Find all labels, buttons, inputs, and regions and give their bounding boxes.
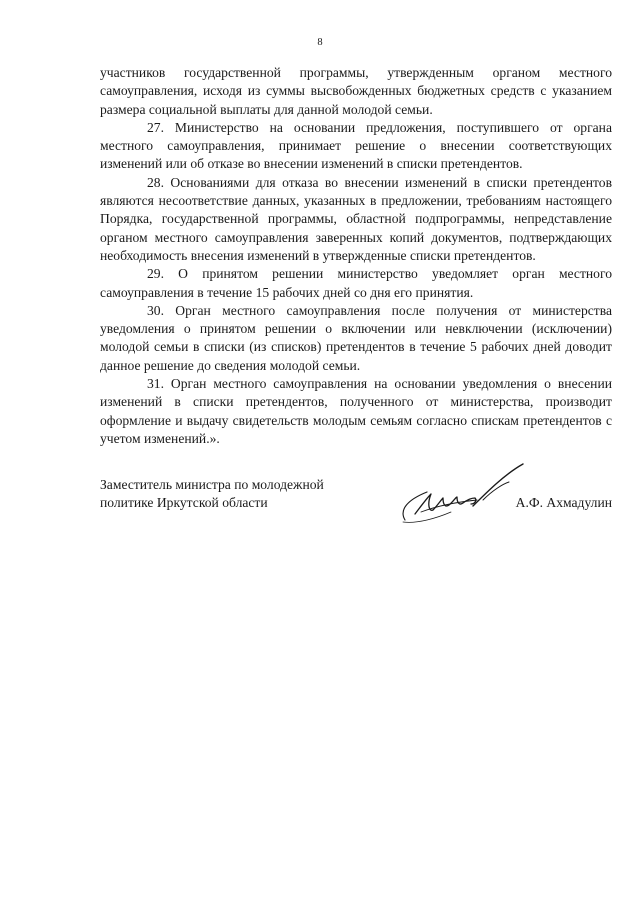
paragraph-30: 30. Орган местного самоуправления после получения от министерства уведомления о принятом решении о включении или невключении (исключении) молодой семьи в списки (из списков) претендентов в течение 5 рабочих дней доводит данное решение до сведения молодой семьи.	[100, 302, 612, 373]
paragraph-27: 27. Министерство на основании предложения, поступившего от органа местного самоуправления, принимает решение о внесении соответствующих изменений или об отказе во внесении изменений в списки претендентов.	[100, 119, 612, 172]
signature-block	[100, 476, 612, 536]
paragraph-31: 31. Орган местного самоуправления на основании уведомления о внесении изменений в списки претендентов, полученного от министерства, производит оформление и выдачу свидетельств молодым семьям согласно спискам претендентов с учетом изменений.».	[100, 376, 612, 446]
page-number: 8	[317, 37, 323, 48]
signer-position-line-1: Заместитель министра по молодежной	[100, 477, 324, 492]
signer-name: А.Ф. Ахмадулин	[515, 495, 612, 511]
paragraph-29: 29. О принятом решении министерство уведомляет орган местного самоуправления в течение 15 рабочих дней со дня его принятия.	[100, 266, 612, 300]
paragraph-continuation: участников государственной программы, утвержденным органом местного самоуправления, исходя из суммы высвобожденных бюджетных средств с указанием размера социальной выплаты для данной молодой семьи.	[100, 65, 612, 117]
signer-position	[100, 476, 390, 513]
signer-position-line-2: политике Иркутской области	[100, 495, 268, 511]
paragraph-28: 28. Основаниями для отказа во внесении изменений в списки претендентов являются несоответствие данных, указанных в предложении, требованиям настоящего Порядка, государственной программы, областной подпрограммы, непредставление органом местного самоуправления заверенных копий документов, подтверждающих необходимость внесения изменений в утвержденные списки претендентов.	[100, 174, 612, 263]
document-body	[100, 64, 612, 448]
